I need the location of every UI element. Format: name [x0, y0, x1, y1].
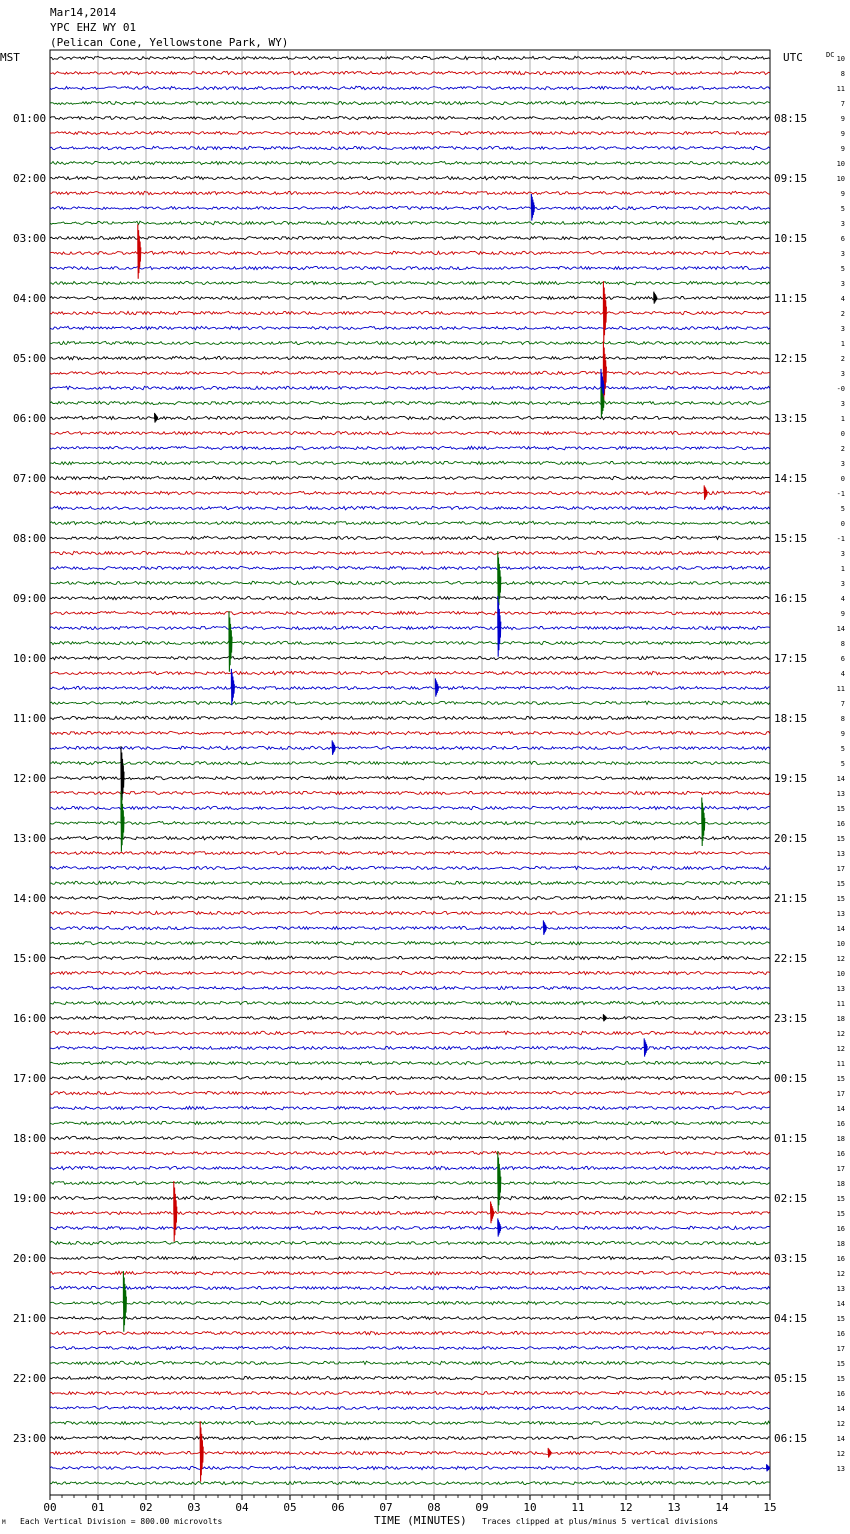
trace-row	[50, 671, 770, 675]
dc-offset-value: 16	[836, 1120, 845, 1128]
trace-row	[50, 716, 770, 719]
dc-offset-value: 13	[836, 985, 845, 993]
x-tick-label: 10	[523, 1501, 537, 1514]
x-tick-label: 07	[379, 1501, 393, 1514]
dc-offset-value: 10	[836, 175, 845, 183]
event-spike	[531, 194, 534, 221]
trace-row	[50, 71, 770, 75]
mst-hour-label: 19:00	[13, 1192, 47, 1205]
dc-offset-value: 11	[836, 1060, 845, 1068]
trace-row	[50, 1346, 770, 1349]
dc-offset-value: 14	[836, 1405, 845, 1413]
event-spike	[435, 678, 438, 696]
trace-row	[50, 551, 770, 555]
trace-row	[50, 1421, 770, 1424]
trace-row	[50, 596, 770, 599]
mst-hour-label: 22:00	[13, 1372, 47, 1385]
dc-offset-value: 14	[836, 1105, 845, 1113]
dc-offset-value: 9	[840, 115, 845, 123]
dc-offset-value: 12	[836, 955, 845, 963]
utc-hour-label: 22:15	[774, 952, 808, 965]
utc-hour-label: 17:15	[774, 652, 808, 665]
x-tick-label: 05	[283, 1501, 297, 1514]
x-tick-label: 14	[715, 1501, 729, 1514]
trace-row	[50, 1466, 770, 1469]
dc-offset-value: 6	[840, 235, 845, 243]
utc-hour-label: 02:15	[774, 1192, 808, 1205]
mst-hour-label: 06:00	[13, 412, 47, 425]
dc-offset-header: DC	[826, 51, 835, 59]
trace-row	[50, 836, 770, 840]
dc-offset-value: -0	[836, 385, 845, 393]
trace-row	[50, 221, 770, 225]
mst-hour-label: 12:00	[13, 772, 47, 785]
x-tick-label: 08	[427, 1501, 441, 1514]
mst-hour-label: 09:00	[13, 592, 47, 605]
right-timezone-label: UTC	[783, 51, 803, 64]
trace-row	[50, 1181, 770, 1184]
mst-hour-label: 03:00	[13, 232, 47, 245]
header-date: Mar14,2014	[50, 6, 117, 19]
dc-offset-value: 12	[836, 1270, 845, 1278]
event-spike	[174, 1181, 177, 1242]
dc-offset-value: 4	[840, 295, 845, 303]
x-tick-label: 13	[667, 1501, 681, 1514]
mst-hour-label: 20:00	[13, 1252, 47, 1265]
trace-row	[50, 1121, 770, 1124]
trace-row	[50, 1016, 770, 1019]
dc-offset-value: 3	[840, 550, 845, 558]
dc-offset-value: 16	[836, 1225, 845, 1233]
trace-row	[50, 281, 770, 285]
header-station: YPC EHZ WY 01	[50, 21, 137, 34]
trace-row	[50, 536, 770, 540]
trace-row	[50, 1331, 770, 1334]
dc-offset-value: 3	[840, 580, 845, 588]
trace-row	[50, 911, 770, 914]
trace-row	[50, 191, 770, 195]
dc-offset-value: 14	[836, 625, 845, 633]
header-location: (Pelican Cone, Yellowstone Park, WY)	[50, 36, 289, 49]
dc-offset-value: 17	[836, 1165, 845, 1173]
trace-row	[50, 401, 770, 404]
trace-row	[50, 236, 770, 239]
dc-offset-value: 4	[840, 595, 845, 603]
utc-hour-label: 12:15	[774, 352, 808, 365]
mst-hour-label: 11:00	[13, 712, 47, 725]
trace-row	[50, 1046, 770, 1049]
x-tick-label: 15	[763, 1501, 777, 1514]
event-spike	[498, 1151, 501, 1212]
trace-row	[50, 1376, 770, 1379]
footer-corner-mark: M	[2, 1519, 6, 1526]
event-spike	[654, 292, 657, 304]
dc-offset-value: 9	[840, 130, 845, 138]
trace-row	[50, 461, 770, 464]
trace-row	[50, 731, 770, 734]
event-spike	[138, 224, 141, 278]
dc-offset-labels	[837, 55, 845, 1473]
dc-offset-value: 17	[836, 1345, 845, 1353]
event-spike	[704, 485, 707, 500]
trace-row	[50, 521, 770, 524]
trace-row	[50, 566, 770, 569]
dc-offset-value: 10	[836, 940, 845, 948]
trace-row	[50, 776, 770, 780]
mst-hour-label: 04:00	[13, 292, 47, 305]
utc-hour-label: 10:15	[774, 232, 808, 245]
dc-offset-value: 0	[840, 430, 845, 438]
utc-hour-label: 21:15	[774, 892, 808, 905]
event-spike	[702, 798, 705, 847]
utc-hour-label: 19:15	[774, 772, 808, 785]
event-spike	[603, 1014, 606, 1021]
utc-hour-label: 23:15	[774, 1012, 808, 1025]
x-tick-label: 04	[235, 1501, 249, 1514]
dc-offset-value: 5	[840, 205, 845, 213]
utc-hour-label: 01:15	[774, 1132, 808, 1145]
dc-offset-value: 11	[836, 85, 845, 93]
dc-offset-value: 10	[836, 55, 845, 63]
event-spike	[231, 669, 234, 705]
dc-offset-value: 0	[840, 520, 845, 528]
trace-row	[50, 491, 770, 494]
trace-row	[50, 626, 770, 629]
utc-hour-label: 00:15	[774, 1072, 808, 1085]
event-spike	[498, 1218, 501, 1236]
mst-hour-label: 08:00	[13, 532, 47, 545]
trace-row	[50, 1406, 770, 1409]
trace-row	[50, 1136, 770, 1139]
trace-row	[50, 896, 770, 899]
trace-row	[50, 146, 770, 149]
dc-offset-value: 13	[836, 850, 845, 858]
x-tick-label: 02	[139, 1501, 153, 1514]
dc-offset-value: 7	[840, 700, 845, 708]
trace-row	[50, 641, 770, 644]
dc-offset-value: 17	[836, 865, 845, 873]
dc-offset-value: 3	[840, 220, 845, 228]
trace-row	[50, 56, 770, 59]
trace-row	[50, 881, 770, 884]
trace-row	[50, 1196, 770, 1200]
trace-row	[50, 1166, 770, 1170]
dc-offset-value: 13	[836, 910, 845, 918]
dc-offset-value: 1	[840, 565, 845, 573]
dc-offset-value: 10	[836, 160, 845, 168]
trace-row	[50, 1451, 770, 1454]
trace-row	[50, 821, 770, 824]
trace-row	[50, 1316, 770, 1320]
x-tick-label: 11	[571, 1501, 585, 1514]
trace-row	[50, 956, 770, 959]
dc-offset-value: 2	[840, 445, 845, 453]
utc-hour-label: 11:15	[774, 292, 808, 305]
utc-hour-label: 03:15	[774, 1252, 808, 1265]
dc-offset-value: 16	[836, 1255, 845, 1263]
footer-clip-note: Traces clipped at plus/minus 5 vertical divisions	[482, 1517, 719, 1526]
event-spike	[332, 740, 335, 755]
trace-row	[50, 611, 770, 615]
event-spike	[229, 611, 232, 672]
utc-hour-label: 16:15	[774, 592, 808, 605]
dc-offset-value: 5	[840, 760, 845, 768]
dc-offset-value: 5	[840, 505, 845, 513]
dc-offset-value: 8	[840, 70, 845, 78]
trace-row	[50, 926, 770, 929]
dc-offset-value: 12	[836, 1420, 845, 1428]
dc-offset-value: 6	[840, 655, 845, 663]
trace-row	[50, 1151, 770, 1154]
trace-row	[50, 326, 770, 329]
dc-offset-value: 14	[836, 775, 845, 783]
utc-hour-label: 20:15	[774, 832, 808, 845]
dc-offset-value: 0	[840, 475, 845, 483]
mst-hour-label: 05:00	[13, 352, 47, 365]
dc-offset-value: 11	[836, 1000, 845, 1008]
trace-row	[50, 1001, 770, 1005]
trace-row	[50, 356, 770, 360]
trace-row	[50, 701, 770, 705]
dc-offset-value: 7	[840, 100, 845, 108]
event-spike	[543, 920, 546, 935]
mst-hour-label: 10:00	[13, 652, 47, 665]
trace-row	[50, 101, 770, 104]
trace-row	[50, 1271, 770, 1275]
time-axis	[43, 1495, 776, 1514]
trace-row	[50, 206, 770, 210]
mst-hour-label: 16:00	[13, 1012, 47, 1025]
dc-offset-value: 15	[836, 1375, 845, 1383]
dc-offset-value: 15	[836, 1210, 845, 1218]
dc-offset-value: 11	[836, 685, 845, 693]
dc-offset-value: 15	[836, 895, 845, 903]
x-tick-label: 01	[91, 1501, 105, 1514]
dc-offset-value: 14	[836, 925, 845, 933]
dc-offset-value: 15	[836, 1075, 845, 1083]
dc-offset-value: 16	[836, 1150, 845, 1158]
trace-row	[50, 686, 770, 689]
x-tick-label: 09	[475, 1501, 489, 1514]
event-spike	[123, 1271, 126, 1332]
trace-row	[50, 791, 770, 794]
event-spike	[767, 1464, 770, 1471]
dc-offset-value: 12	[836, 1030, 845, 1038]
utc-hour-label: 05:15	[774, 1372, 808, 1385]
dc-offset-value: 18	[836, 1180, 845, 1188]
x-tick-label: 00	[43, 1501, 57, 1514]
dc-offset-value: 18	[836, 1240, 845, 1248]
trace-row	[50, 86, 770, 90]
utc-hour-label: 13:15	[774, 412, 808, 425]
dc-offset-value: 9	[840, 610, 845, 618]
trace-row	[50, 1031, 770, 1035]
dc-offset-value: 15	[836, 805, 845, 813]
mst-hour-label: 02:00	[13, 172, 47, 185]
mst-hour-label: 17:00	[13, 1072, 47, 1085]
trace-row	[50, 806, 770, 809]
trace-row	[50, 1106, 770, 1110]
utc-hour-label: 14:15	[774, 472, 808, 485]
dc-offset-value: 5	[840, 745, 845, 753]
mst-hour-label: 18:00	[13, 1132, 47, 1145]
mst-hour-label: 23:00	[13, 1432, 47, 1445]
trace-row	[50, 176, 770, 180]
utc-hour-label: 18:15	[774, 712, 808, 725]
dc-offset-value: 1	[840, 415, 845, 423]
dc-offset-value: 1	[840, 340, 845, 348]
trace-row	[50, 311, 770, 314]
event-spike	[155, 413, 158, 423]
trace-row	[50, 416, 770, 419]
trace-row	[50, 941, 770, 945]
dc-offset-value: 12	[836, 1450, 845, 1458]
trace-row	[50, 386, 770, 390]
trace-row	[50, 1301, 770, 1304]
trace-row	[50, 1286, 770, 1289]
trace-row	[50, 1241, 770, 1244]
trace-row	[50, 296, 770, 299]
trace-row	[50, 266, 770, 269]
dc-offset-value: 13	[836, 1465, 845, 1473]
event-spike	[200, 1421, 203, 1482]
seismic-traces	[50, 56, 770, 1485]
utc-hour-label: 09:15	[774, 172, 808, 185]
dc-offset-value: 9	[840, 145, 845, 153]
mst-hour-label: 21:00	[13, 1312, 47, 1325]
dc-offset-value: 3	[840, 370, 845, 378]
trace-row	[50, 1226, 770, 1229]
dc-offset-value: 17	[836, 1090, 845, 1098]
dc-offset-value: 3	[840, 400, 845, 408]
x-tick-label: 06	[331, 1501, 345, 1514]
trace-row	[50, 1361, 770, 1365]
trace-row	[50, 1391, 770, 1394]
dc-offset-value: 3	[840, 460, 845, 468]
dc-offset-value: 16	[836, 820, 845, 828]
dc-offset-value: 15	[836, 1315, 845, 1323]
dc-offset-value: 8	[840, 640, 845, 648]
trace-row	[50, 341, 770, 345]
trace-row	[50, 986, 770, 989]
trace-row	[50, 371, 770, 375]
trace-row	[50, 1091, 770, 1094]
dc-offset-value: 9	[840, 730, 845, 738]
trace-row	[50, 506, 770, 510]
trace-row	[50, 1256, 770, 1259]
event-spike	[603, 281, 606, 342]
dc-offset-value: 16	[836, 1390, 845, 1398]
dc-offset-value: 18	[836, 1135, 845, 1143]
event-spike	[548, 1448, 551, 1458]
dc-offset-value: 12	[836, 1045, 845, 1053]
trace-row	[50, 116, 770, 119]
mst-hour-label: 14:00	[13, 892, 47, 905]
dc-offset-value: -1	[836, 490, 845, 498]
trace-row	[50, 431, 770, 434]
trace-row	[50, 746, 770, 749]
utc-hour-label: 06:15	[774, 1432, 808, 1445]
trace-row	[50, 1211, 770, 1214]
utc-hour-label: 15:15	[774, 532, 808, 545]
dc-offset-value: 3	[840, 325, 845, 333]
dc-offset-value: 13	[836, 1285, 845, 1293]
dc-offset-value: 3	[840, 250, 845, 258]
utc-hour-label: 04:15	[774, 1312, 808, 1325]
dc-offset-value: 15	[836, 1360, 845, 1368]
x-tick-label: 03	[187, 1501, 201, 1514]
dc-offset-value: 8	[840, 715, 845, 723]
trace-row	[50, 131, 770, 134]
utc-hour-label: 08:15	[774, 112, 808, 125]
dc-offset-value: 14	[836, 1300, 845, 1308]
trace-row	[50, 761, 770, 764]
trace-row	[50, 581, 770, 584]
dc-offset-value: 14	[836, 1435, 845, 1443]
dc-offset-value: 2	[840, 310, 845, 318]
dc-offset-value: 13	[836, 790, 845, 798]
trace-row	[50, 851, 770, 854]
event-spike	[491, 1202, 494, 1224]
trace-row	[50, 656, 770, 659]
dc-offset-value: 2	[840, 355, 845, 363]
x-tick-label: 12	[619, 1501, 633, 1514]
dc-offset-value: 15	[836, 1195, 845, 1203]
dc-offset-value: 5	[840, 265, 845, 273]
trace-row	[50, 866, 770, 870]
mst-hour-label: 01:00	[13, 112, 47, 125]
x-axis-title: TIME (MINUTES)	[374, 1514, 467, 1527]
dc-offset-value: 16	[836, 1330, 845, 1338]
trace-row	[50, 1481, 770, 1485]
mst-hour-label: 13:00	[13, 832, 47, 845]
dc-offset-value: 4	[840, 670, 845, 678]
dc-offset-value: 10	[836, 970, 845, 978]
trace-row	[50, 161, 770, 164]
footer-scale-note: Each Vertical Division = 800.00 microvolts	[20, 1517, 223, 1526]
trace-row	[50, 1076, 770, 1079]
dc-offset-value: 3	[840, 280, 845, 288]
trace-row	[50, 476, 770, 479]
mst-hour-label: 15:00	[13, 952, 47, 965]
event-spike	[644, 1038, 647, 1056]
dc-offset-value: -1	[836, 535, 845, 543]
trace-row	[50, 446, 770, 450]
left-timezone-label: MST	[0, 51, 20, 64]
dc-offset-value: 15	[836, 835, 845, 843]
trace-row	[50, 971, 770, 974]
trace-row	[50, 1436, 770, 1440]
dc-offset-value: 15	[836, 880, 845, 888]
dc-offset-value: 9	[840, 190, 845, 198]
trace-row	[50, 1061, 770, 1064]
trace-row	[50, 251, 770, 254]
mst-hour-label: 07:00	[13, 472, 47, 485]
dc-offset-value: 18	[836, 1015, 845, 1023]
